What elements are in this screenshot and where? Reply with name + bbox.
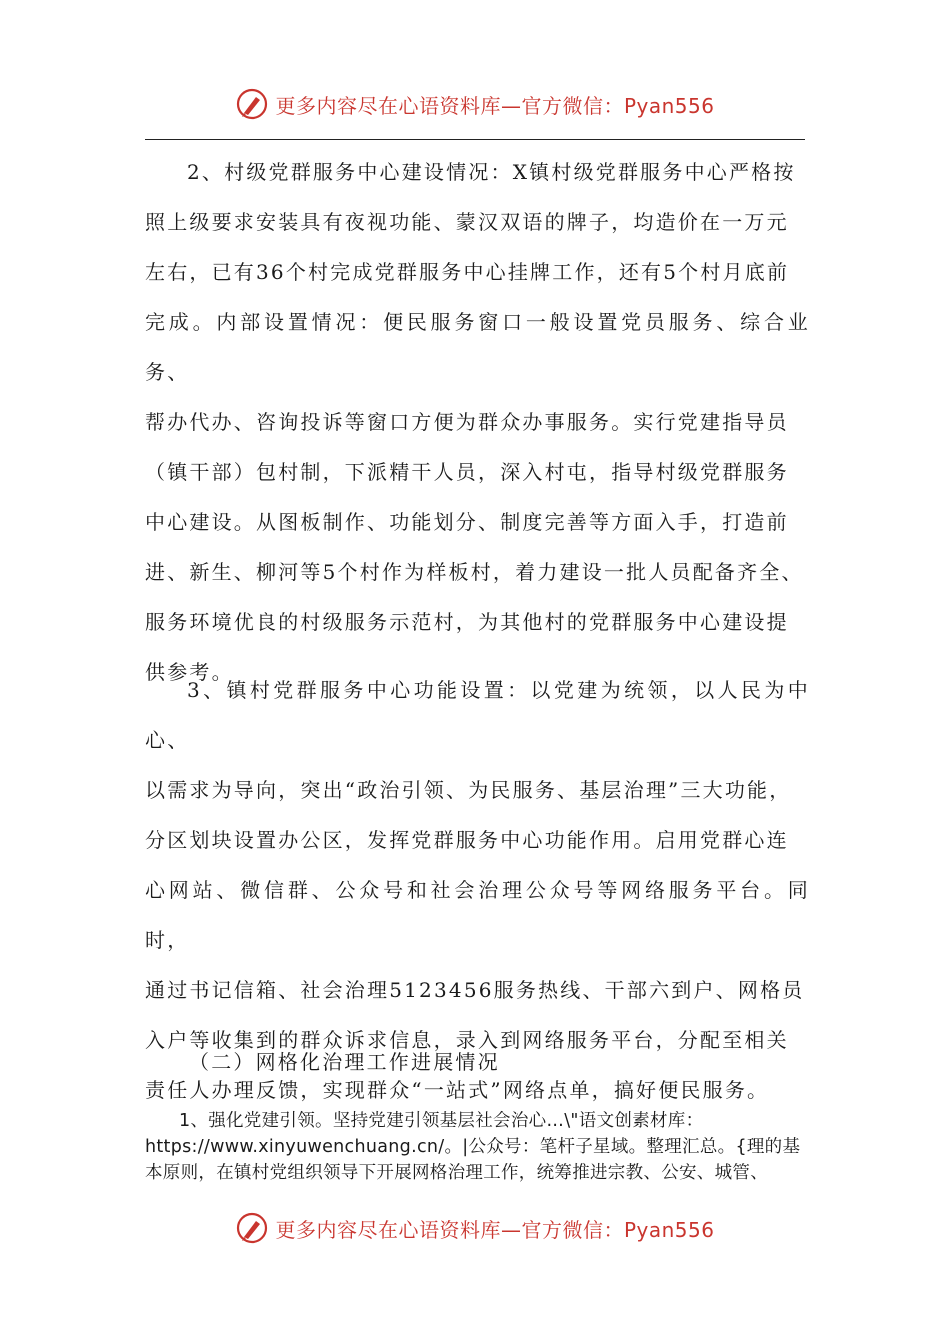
- paragraph-party-leadership: 1、强化党建引领。坚持党建引领基层社会治心…\"语文创素材库： https://www.xinyuwenchuang.cn/。|公众号：笔杆子星域。整理汇总。{理的基 本原则，在镇村党组织领导下开展网格治理工作，统筹推进宗教、公安、城管、: [145, 1111, 801, 1183]
- section-heading-grid-governance: （二）网格化治理工作进展情况: [189, 1050, 500, 1074]
- watermark-text: 更多内容尽在心语资料库—官方微信：Pyan556: [275, 93, 715, 118]
- paragraph-village-service-center: 2、村级党群服务中心建设情况：X镇村级党群服务中心严格按 照上级要求安装具有夜视功能、蒙汉双语的牌子，均造价在一万元 左右，已有36个村完成党群服务中心挂牌工作，还有5个村月底前 完成。内部设置情况：便民服务窗口一般设置党员服务、综合业务、 帮办代办、咨询投诉等窗口方便为群众办事服务。实行党建指导员 （镇干部）包村制，下派精干人员，深入村屯，指导村级党群服务 中心建设。从图板制作、功能划分、制度完善等方面入手，打造前 进、新生、柳河等5个村作为样板村，着力建设一批人员配备齐全、 服务环境优良的村级服务示范村，为其他村的党群服务中心建设提 供参考。: [145, 160, 810, 684]
- pen-nib-logo-icon: [235, 1211, 269, 1245]
- header-watermark: [0, 84, 950, 124]
- header-divider: [145, 139, 805, 140]
- watermark-text: 更多内容尽在心语资料库—官方微信：Pyan556: [275, 1217, 715, 1242]
- pen-nib-logo-icon: [235, 87, 269, 121]
- footer-watermark: [0, 1208, 950, 1248]
- paragraph-function-settings: 3、镇村党群服务中心功能设置：以党建为统领，以人民为中心、 以需求为导向，突出“政治引领、为民服务、基层治理”三大功能， 分区划块设置办公区，发挥党群服务中心功能作用。启用党群心连 心网站、微信群、公众号和社会治理公众号等网络服务平台。同时， 通过书记信箱、社会治理5123456服务热线、干部六到户、网格员 入户等收集到的群众诉求信息，录入到网络服务平台，分配至相关 责任人办理反馈，实现群众“一站式”网络点单，搞好便民服务。: [145, 678, 810, 1102]
